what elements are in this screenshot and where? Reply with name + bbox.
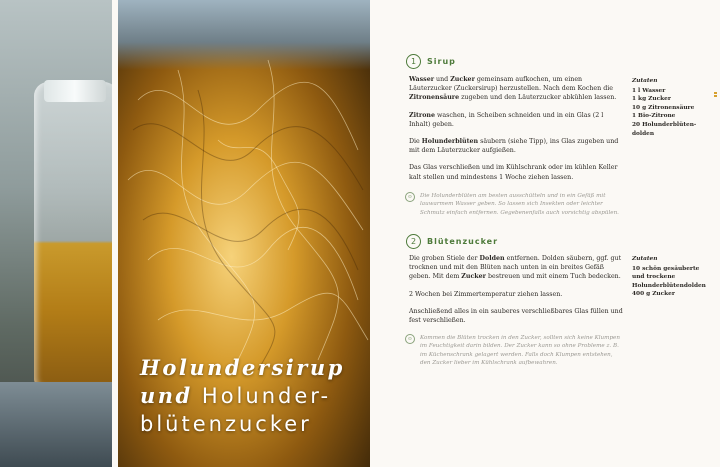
tip-text: Die Holunderblüten am besten ausschütteln und in ein Gefäß mit lauwarmem Wasser geben. So lassen sich Insekten oder leichter Schmutz einfach entfernen. Gegebenenfalls auch vorsichtig abspülen.: [420, 193, 619, 216]
jar-neck: [44, 80, 106, 102]
instruction-paragraph: [409, 254, 623, 282]
ingredient-item: 400 g Zucker: [632, 291, 675, 298]
instruction-text: Die: [409, 138, 422, 146]
title-line-2: [140, 382, 370, 410]
ingredients-header: Zutaten: [632, 78, 658, 84]
tip-text: Kommen die Blüten trocken in den Zucker, sollten sich keine Klumpen im Feuchtigkeit darin bilden. Der Zucker kann so ohne Probleme z. B. im Küchenschrank gelagert werden. Falls doch Klumpen entstehen, den Zucker lieber im Kühlschrank aufbewahren.: [420, 335, 620, 367]
instruction-text: 2 Wochen bei Zimmertemperatur ziehen lassen.: [409, 290, 563, 298]
section-number-badge: 1: [406, 54, 421, 69]
instruction-text: Die groben Stiele der: [409, 255, 480, 262]
instruction-text: säubern (siehe Tipp), ins Glas zugeben und mit dem Läuterzucker aufgießen.: [409, 138, 619, 155]
instruction-text: Anschließend alles in ein sauberes verschließbares Glas füllen und fest verschließen.: [409, 307, 623, 325]
ingredient-item: und trockene: [632, 274, 676, 281]
title-und: und: [140, 383, 193, 408]
glass-jar: [34, 82, 112, 387]
ingredient-item: 1 kg Zucker: [632, 96, 671, 103]
section-2-header: [406, 234, 498, 249]
section-1-header: [406, 54, 456, 69]
ingredient-item: 1 Bio-Zitrone: [632, 113, 676, 120]
ingredient-highlight: Zucker: [461, 273, 486, 281]
ingredient-item: 10 schön gesäuberte: [632, 265, 700, 272]
ingredient-highlight: Dolden: [479, 255, 505, 262]
section-2-instructions: [409, 254, 623, 333]
section-1-instructions: [409, 75, 623, 190]
tip-icon: ⊙: [405, 192, 415, 202]
ingredient-item: 20 Holunderblüten-: [632, 121, 697, 128]
flower-strands: [118, 40, 370, 380]
page-edge-marker: [714, 92, 717, 98]
jar-photo: [0, 0, 112, 467]
instruction-text: und: [434, 76, 451, 83]
recipe-title: [140, 354, 370, 438]
title-holunder: Holunder-: [201, 384, 332, 408]
ingredient-item: 1 l Wasser: [632, 87, 666, 94]
instruction-text: gemeinsam aufkochen, um einen Läuterzucker (Zuckersirup) herzustellen. Nach dem Kochen die: [409, 76, 613, 93]
section-2-tip: [405, 334, 623, 368]
ingredient-highlight: Zitrone: [409, 111, 435, 119]
ingredient-highlight: Zitronensäure: [409, 94, 460, 102]
ingredient-item: Holunderblütendolden: [632, 282, 706, 289]
section-title: Sirup: [427, 57, 456, 66]
instruction-paragraph: [409, 111, 623, 129]
instruction-text: zugeben und den Läuterzucker abkühlen lassen.: [459, 94, 617, 102]
section-title: Blütenzucker: [427, 237, 499, 246]
instruction-paragraph: [409, 75, 623, 103]
ingredients-header: Zutaten: [632, 256, 658, 262]
ingredient-highlight: Holunderblüten: [421, 138, 479, 146]
instruction-paragraph: [409, 290, 623, 299]
section-1-tip: [405, 192, 623, 217]
ingredient-item: dolden: [632, 130, 655, 137]
instruction-paragraph: [409, 163, 623, 181]
instruction-text: entfernen. Dolden säubern, ggf. gut trocknen und mit den Blüten nach unten in ein breites Gefäß geben. Mit dem: [409, 255, 622, 281]
instruction-text: waschen, in Scheiben schneiden und in ein Glas (2 l Inhalt) geben.: [409, 111, 604, 128]
section-number-badge: 2: [406, 234, 421, 249]
instruction-text: bestreuen und mit einem Tuch bedecken.: [486, 273, 621, 281]
tip-icon: ⊙: [405, 334, 415, 344]
title-line-1: Holundersirup: [140, 355, 345, 380]
instruction-paragraph: [409, 307, 623, 325]
title-line-3: blütenzucker: [140, 412, 312, 436]
ingredient-highlight: Wasser: [409, 76, 435, 83]
section-2-ingredients: [632, 255, 714, 299]
section-1-ingredients: [632, 77, 714, 138]
instruction-text: Das Glas verschließen und im Kühlschrank oder im kühlen Keller kalt stellen und mindestens 1 Woche ziehen lassen.: [409, 164, 618, 181]
table-surface: [0, 382, 112, 467]
ingredient-item: 10 g Zitronensäure: [632, 104, 695, 111]
instruction-paragraph: [409, 137, 623, 155]
ingredient-highlight: Zucker: [450, 76, 475, 83]
